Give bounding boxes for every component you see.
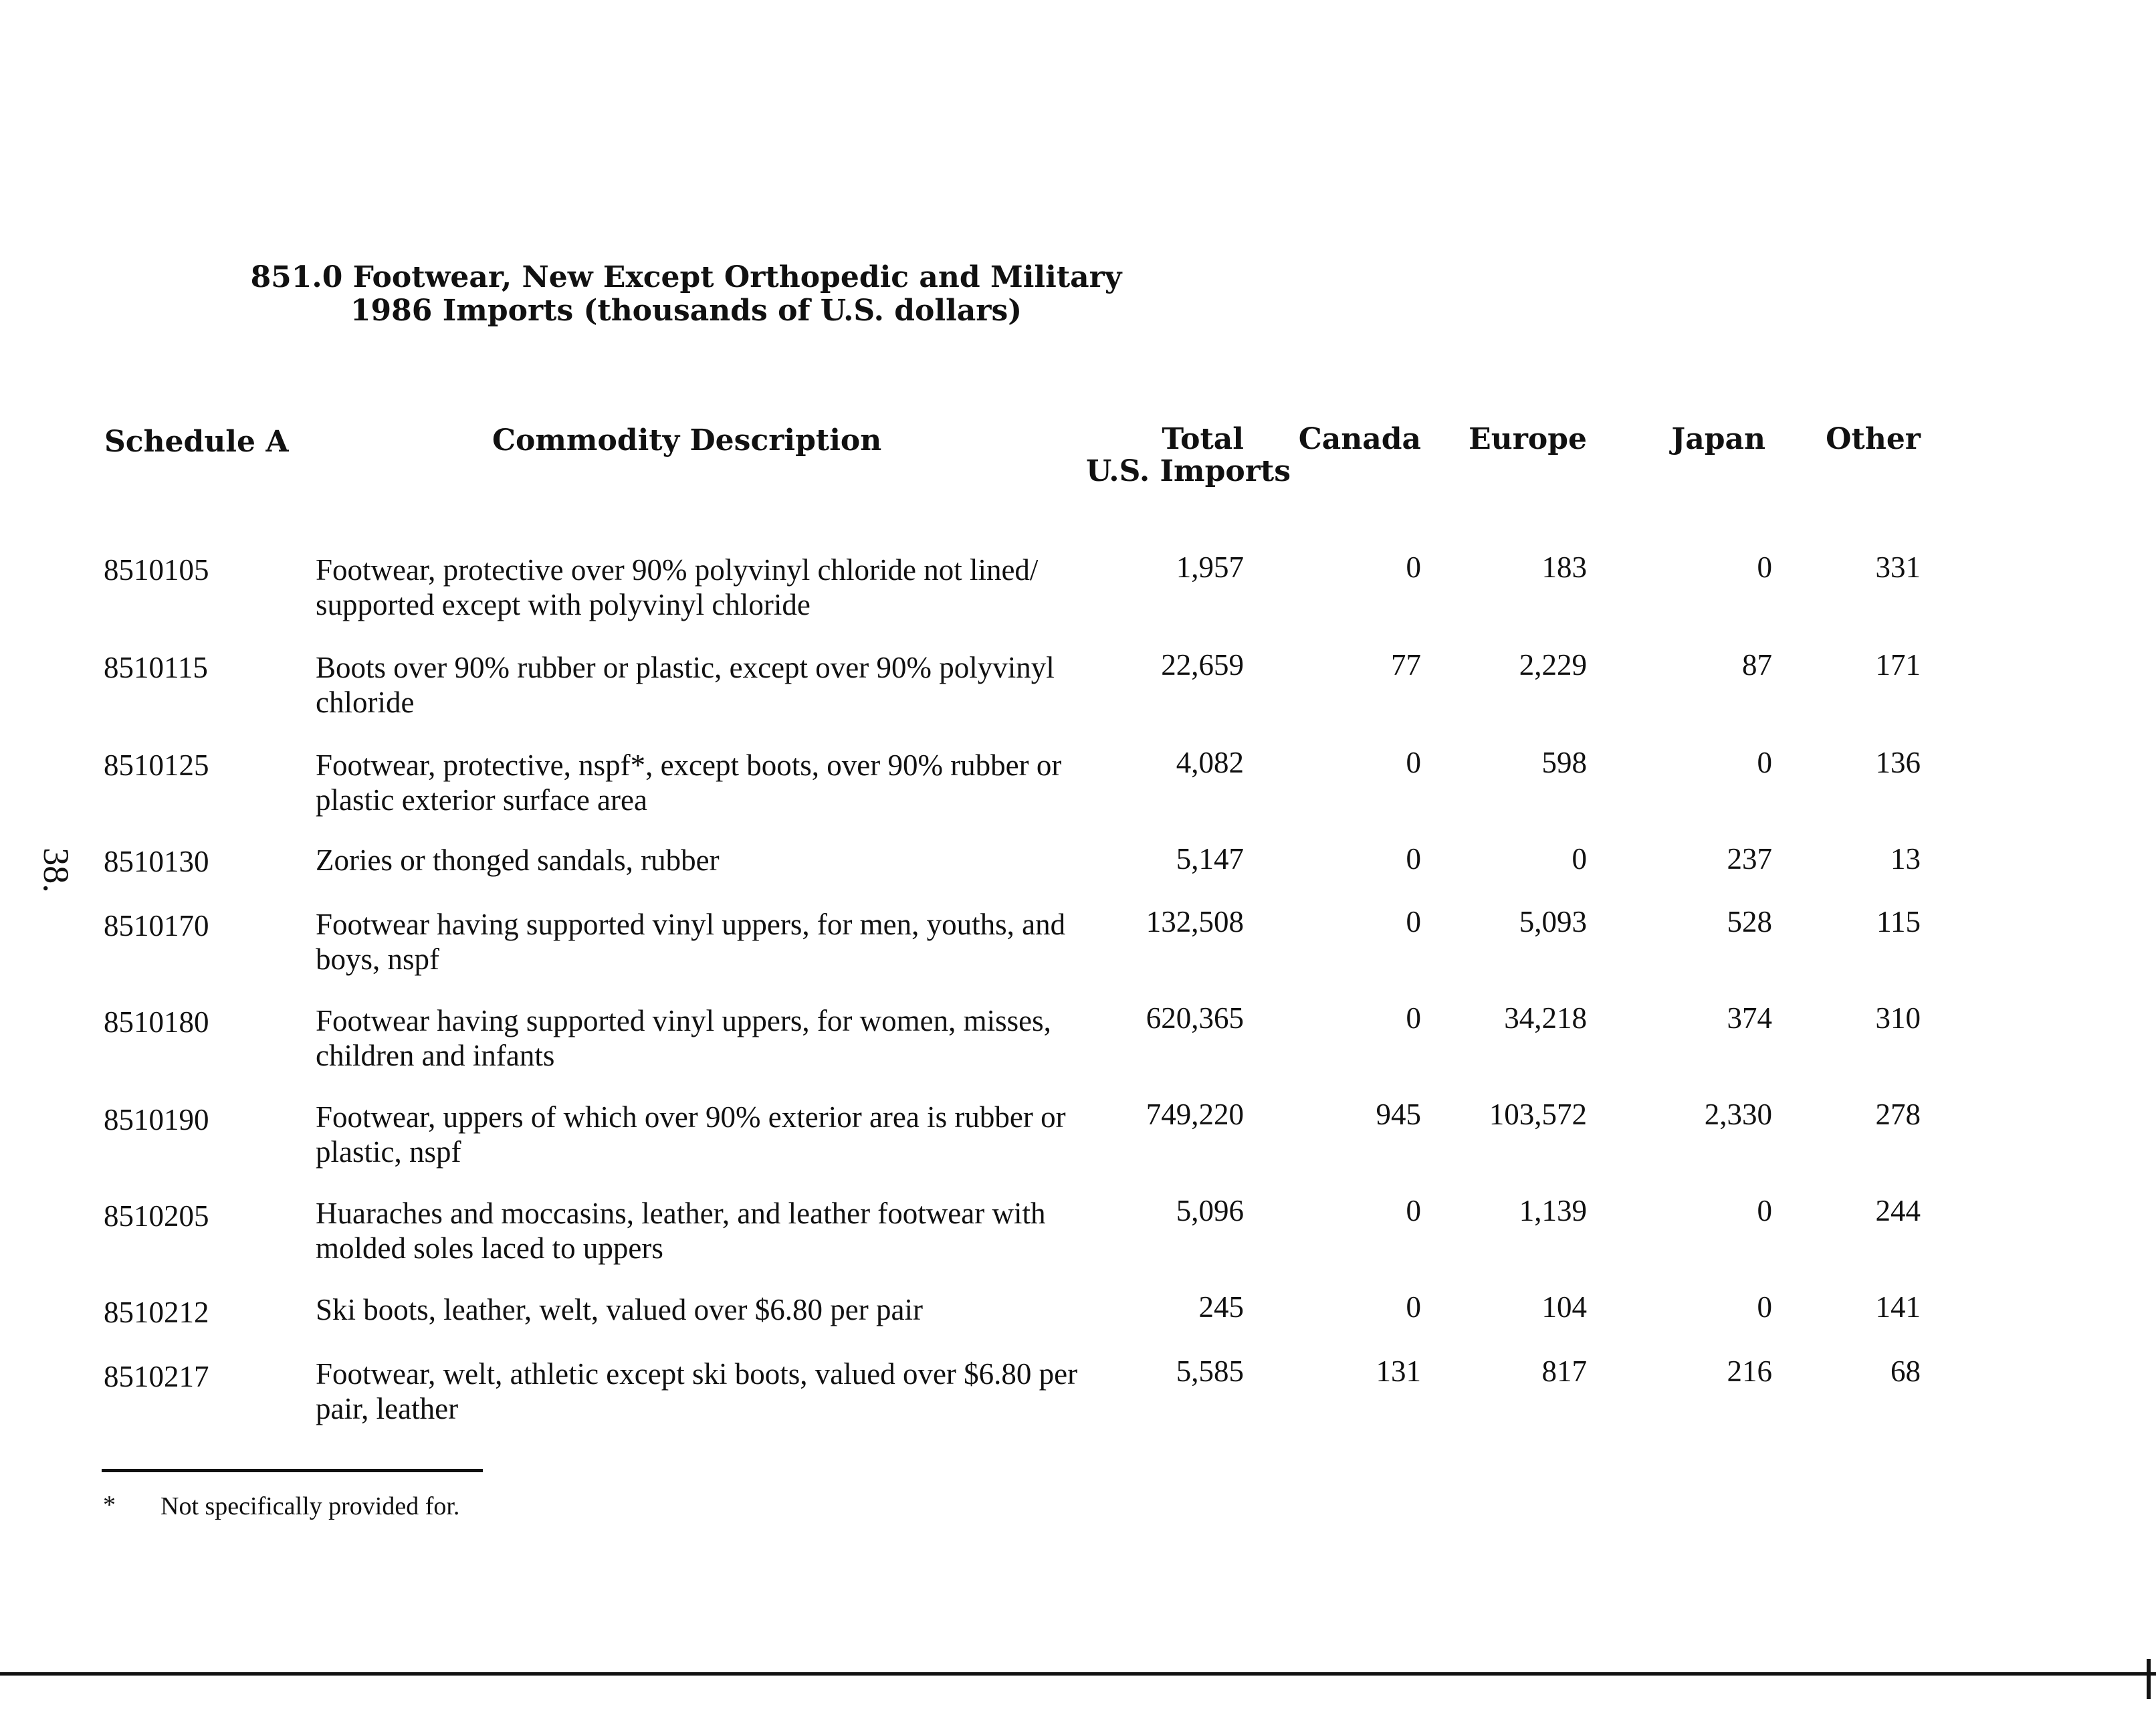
row-code: 8510190 [104,1103,209,1136]
page-title-line-1: 851.0 Footwear, New Except Orthopedic and Military [250,260,1122,294]
row-europe: 103,572 [1489,1098,1587,1131]
row-europe: 183 [1541,550,1587,584]
row-code: 8510205 [104,1199,209,1233]
header-japan: Japan [1671,422,1765,456]
row-other: 115 [1876,905,1921,938]
row-japan: 0 [1757,746,1772,779]
footnote-rule [102,1469,483,1472]
row-japan: 0 [1757,1194,1772,1227]
row-japan: 2,330 [1704,1098,1772,1131]
row-canada: 0 [1406,842,1421,876]
row-europe: 5,093 [1519,905,1587,938]
header-other: Other [1826,422,1921,456]
row-canada: 77 [1391,648,1421,682]
row-other: 310 [1875,1001,1921,1035]
row-japan: 237 [1727,842,1772,876]
row-total: 620,365 [1146,1001,1244,1035]
row-code: 8510180 [104,1005,209,1039]
row-description: Footwear, protective, nspf*, except boots, over 90% rubber or plastic exterior surface area [316,748,1062,817]
header-canada: Canada [1298,422,1421,456]
row-europe: 34,218 [1504,1001,1587,1035]
footnote-text: Not specifically provided for. [160,1492,460,1520]
row-total: 5,096 [1176,1194,1244,1227]
row-japan: 216 [1727,1354,1772,1388]
row-other: 331 [1875,550,1921,584]
row-japan: 0 [1757,550,1772,584]
page-number: 38. [35,847,76,893]
row-total: 4,082 [1176,746,1244,779]
row-europe: 598 [1541,746,1587,779]
bottom-border-line [0,1672,2156,1676]
row-description: Footwear, uppers of which over 90% exterior area is rubber or plastic, nspf [316,1100,1066,1169]
row-canada: 0 [1406,550,1421,584]
row-canada: 0 [1406,746,1421,779]
row-total: 22,659 [1161,648,1244,682]
row-europe: 817 [1541,1354,1587,1388]
row-canada: 0 [1406,1290,1421,1324]
row-other: 136 [1875,746,1921,779]
row-europe: 1,139 [1519,1194,1587,1227]
row-total: 749,220 [1146,1098,1244,1131]
row-description: Zories or thonged sandals, rubber [316,843,720,877]
row-other: 171 [1875,648,1921,682]
row-code: 8510125 [104,748,209,782]
row-other: 141 [1875,1290,1921,1324]
row-europe: 0 [1572,842,1587,876]
row-description: Footwear having supported vinyl uppers, for women, misses, children and infants [316,1004,1051,1072]
row-europe: 104 [1541,1290,1587,1324]
header-description: Commodity Description [492,423,882,458]
row-description: Ski boots, leather, welt, valued over $6.80 per pair [316,1293,923,1326]
row-code: 8510212 [104,1296,209,1329]
row-other: 278 [1875,1098,1921,1131]
right-edge-line [2147,1659,2151,1699]
row-total: 5,147 [1176,842,1244,876]
row-total: 5,585 [1176,1354,1244,1388]
row-other: 68 [1891,1354,1921,1388]
row-description: Boots over 90% rubber or plastic, except over 90% polyvinyl chloride [316,651,1055,719]
row-description: Footwear, protective over 90% polyvinyl chloride not lined/ supported except with polyvinyl chloride [316,553,1039,621]
footnote-marker: * [103,1491,116,1519]
row-japan: 528 [1727,905,1772,938]
row-description: Footwear having supported vinyl uppers, for men, youths, and boys, nspf [316,908,1066,976]
row-code: 8510105 [104,553,209,587]
row-other: 13 [1891,842,1921,876]
row-canada: 945 [1376,1098,1421,1131]
header-schedule: Schedule A [104,425,289,459]
row-japan: 87 [1742,648,1772,682]
row-japan: 0 [1757,1290,1772,1324]
row-total: 132,508 [1146,905,1244,938]
header-europe: Europe [1469,422,1587,456]
row-code: 8510115 [104,651,208,684]
row-japan: 374 [1727,1001,1772,1035]
row-canada: 0 [1406,1001,1421,1035]
row-code: 8510170 [104,909,209,942]
row-description: Huaraches and moccasins, leather, and leather footwear with molded soles laced to uppers [316,1197,1046,1265]
row-description: Footwear, welt, athletic except ski boots, valued over $6.80 per pair, leather [316,1357,1078,1425]
row-total: 245 [1198,1290,1244,1324]
row-europe: 2,229 [1519,648,1587,682]
row-canada: 131 [1376,1354,1421,1388]
header-total-line-2: U.S. Imports [1085,454,1291,488]
row-code: 8510130 [104,845,209,878]
row-other: 244 [1875,1194,1921,1227]
row-canada: 0 [1406,905,1421,938]
page-title-line-2: 1986 Imports (thousands of U.S. dollars) [350,294,1022,328]
header-total-line-1: Total [1162,422,1244,456]
row-total: 1,957 [1176,550,1244,584]
row-canada: 0 [1406,1194,1421,1227]
row-code: 8510217 [104,1360,209,1393]
